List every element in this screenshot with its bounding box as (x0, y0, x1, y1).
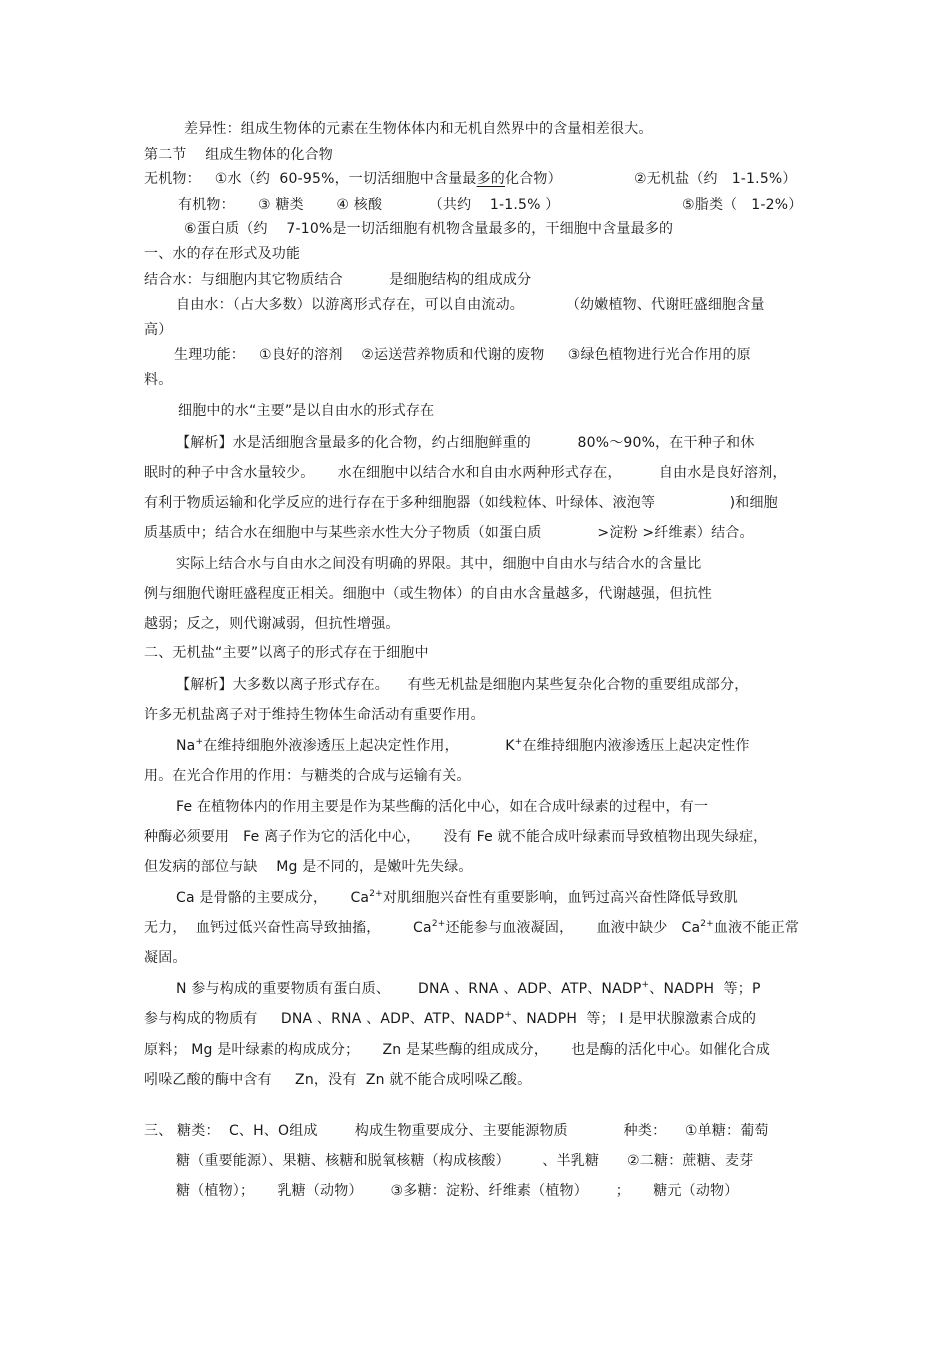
text-line: 差异性：组成生物体的元素在生物体体内和无机自然界中的含量相差很大。 (184, 121, 653, 137)
text-span: 血液不能正常 (713, 920, 800, 936)
text-line: 许多无机盐离子对于维持生物体生命活动有重要作用。 (144, 707, 485, 723)
text-span: 在维持细胞外液渗透压上起决定性作用， K (203, 738, 515, 754)
text-line: 有利于物质运输和化学反应的进行存在于多种细胞器（如线粒体、叶绿体、液泡等 )和细胞 (144, 495, 778, 511)
section-heading: 第二节 组成生物体的化合物 (144, 147, 333, 163)
text-span: 在维持细胞内液渗透压上起决定性作 (522, 738, 750, 754)
superscript: 2+ (700, 919, 714, 929)
text-line: 实际上结合水与自由水之间没有明确的界限。其中，细胞中自由水与结合水的含量比 (176, 556, 702, 572)
text-span: Na (176, 738, 196, 754)
text-line (144, 170, 562, 188)
text-line: 高） (144, 322, 173, 338)
superscript: + (195, 737, 204, 747)
text-line (176, 737, 750, 755)
text-line: 质基质中；结合水在细胞中与某些亲水性大分子物质（如蛋白质 >淀粉 >纤维素）结合。 (144, 525, 754, 541)
superscript: + (641, 980, 650, 990)
text-line: 自由水：（占大多数）以游离形式存在，可以自由流动。 （幼嫩植物、代谢旺盛细胞含量 (176, 297, 765, 313)
section-heading: 三、 糖类： C、H、O组成 构成生物重要成分、主要能源物质 种类： ①单糖：葡萄 (144, 1123, 769, 1139)
text-span: 化合物） (505, 171, 562, 187)
superscript: + (504, 1010, 513, 1020)
text-line (144, 919, 799, 937)
text-line: 糖（植物）； 乳糖（动物） ③多糖：淀粉、纤维素（植物） ； 糖元（动物） (176, 1183, 739, 1199)
text-line: 越弱；反之，则代谢减弱，但抗性增强。 (144, 616, 400, 632)
section-heading: 二、无机盐“主要”以离子的形式存在于细胞中 (144, 645, 429, 661)
text-line: 【解析】大多数以离子形式存在。 有些无机盐是细胞内某些复杂化合物的重要组成部分， (176, 677, 749, 693)
text-line: 糖（重要能源）、果糖、核糖和脱氧核糖（构成核酸） 、半乳糖 ②二糖：蔗糖、麦芽 (176, 1153, 754, 1169)
text-line: 吲哚乙酸的酶中含有 Zn，没有 Zn 就不能合成吲哚乙酸。 (144, 1072, 532, 1088)
text-line: 细胞中的水“主要”是以自由水的形式存在 (178, 403, 435, 419)
superscript: 2+ (369, 889, 383, 899)
text-span: 、NADPH 等； I 是甲状腺激素合成的 (512, 1011, 757, 1027)
text-span: 无机物： ①水（约 60-95%，一切活细胞中含量最 (144, 171, 477, 187)
text-line: 料。 (144, 372, 173, 388)
text-line: 例与细胞代谢旺盛程度正相关。细胞中（或生物体）的自由水含量越多，代谢越强，但抗性 (144, 586, 712, 602)
text-line: 眠时的种子中含水量较少。 水在细胞中以结合水和自由水两种形式存在， 自由水是良好溶剂， (144, 465, 787, 481)
text-line: 原料； Mg 是叶绿素的构成成分； Zn 是某些酶的组成成分， 也是酶的活化中心。如催化合成 (144, 1042, 771, 1058)
underlined-text: 多的 (476, 171, 505, 187)
superscript: 2+ (431, 919, 446, 929)
text-span: 对肌细胞兴奋性有重要影响，血钙过高兴奋性降低导致肌 (382, 890, 738, 906)
text-span: 、NADPH 等；P (649, 981, 761, 997)
text-line (176, 889, 738, 907)
text-span: Ca 是骨骼的主要成分， Ca (176, 890, 370, 906)
text-line (176, 980, 761, 998)
text-span: 参与构成的物质有 DNA 、RNA 、ADP、ATP、NADP (144, 1011, 505, 1027)
text-line: 有机物： ③ 糖类 ④ 核酸 （共约 1-1.5% ） (178, 197, 560, 213)
text-line: Fe 在植物体内的作用主要是作为某些酶的活化中心，如在合成叶绿素的过程中，有一 (176, 799, 709, 815)
text-line: 但发病的部位与缺 Mg 是不同的，是嫩叶先失绿。 (144, 859, 473, 875)
text-line: 种酶必须要用 Fe 离子作为它的活化中心， 没有 Fe 就不能合成叶绿素而导致植物出现失绿症， (144, 829, 768, 845)
text-span: 无力， 血钙过低兴奋性高导致抽搐， Ca (144, 920, 432, 936)
superscript: + (514, 737, 523, 747)
text-line: 【解析】水是活细胞含量最多的化合物，约占细胞鲜重的 80%～90%，在干种子和休 (176, 435, 755, 451)
text-line: 结合水：与细胞内其它物质结合 是细胞结构的组成成分 (144, 272, 532, 288)
text-line: ⑥蛋白质（约 7-10%是一切活细胞有机物含量最多的，干细胞中含量最多的 (184, 221, 674, 237)
text-line: 生理功能： ①良好的溶剂 ②运送营养物质和代谢的废物 ③绿色植物进行光合作用的原 (174, 347, 751, 363)
text-span: 还能参与血液凝固， 血液中缺少 Ca (445, 920, 701, 936)
text-line: ⑤脂类（ 1-2%） (682, 197, 803, 213)
text-line: ②无机盐（约 1-1.5%） (634, 171, 797, 187)
text-line (144, 1010, 756, 1028)
text-span: N 参与构成的重要物质有蛋白质、 DNA 、RNA 、ADP、ATP、NADP (176, 981, 642, 997)
text-line: 凝固。 (144, 950, 187, 966)
section-heading: 一、水的存在形式及功能 (144, 246, 301, 262)
text-line: 用。在光合作用的作用：与糖类的合成与运输有关。 (144, 768, 471, 784)
